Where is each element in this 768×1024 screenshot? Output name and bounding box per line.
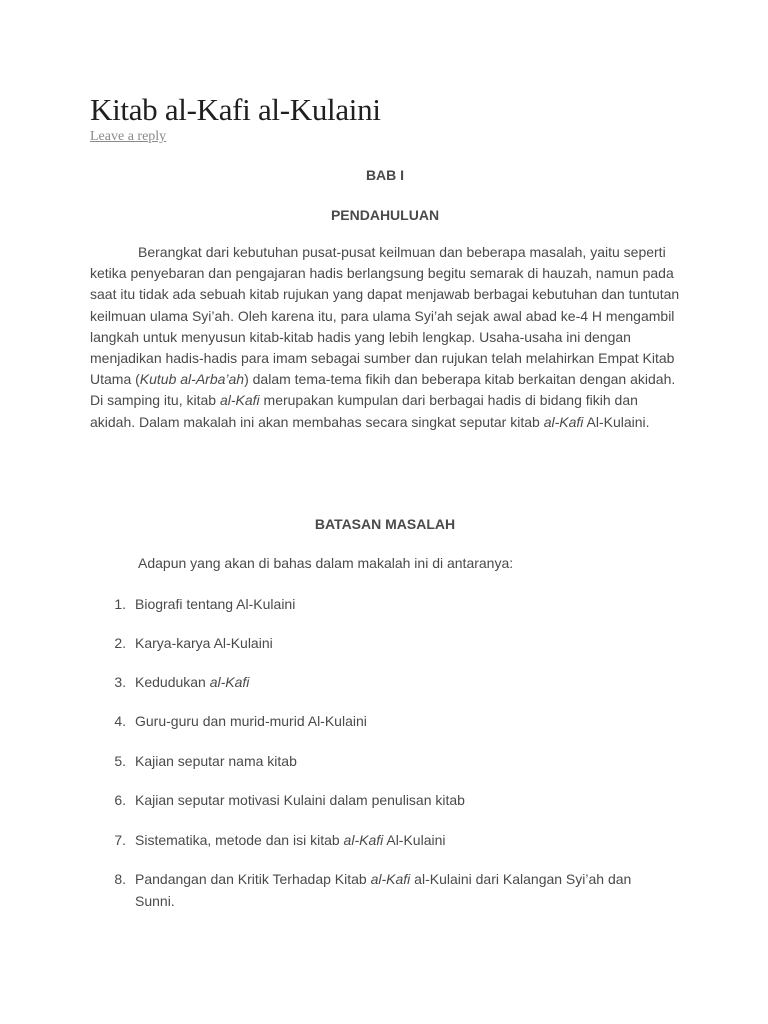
scope-intro: Adapun yang akan di bahas dalam makalah ini di antaranya: — [138, 555, 514, 571]
paragraph-text-4: Al-Kulaini. — [583, 413, 650, 430]
list-item-text: Karya-karya Al-Kulaini — [135, 635, 273, 651]
paragraph-italic-2: al-Kafi — [219, 392, 260, 409]
list-item-text: Kajian seputar nama kitab — [135, 753, 297, 769]
intro-paragraph — [90, 242, 680, 433]
list-item-italic: al-Kafi — [209, 674, 250, 690]
page-title: Kitab al-Kafi al-Kulaini — [90, 92, 381, 127]
list-item-number: 2. — [114, 635, 126, 651]
intro-heading: PENDAHULUAN — [330, 207, 440, 223]
paragraph-text-2: ) dalam tema-tema fikih dan beberapa kitab berkaitan dengan akidah. Di samping itu, kitab — [90, 371, 676, 409]
paragraph-text-3: merupakan kumpulan dari berbagai hadis di bidang fikih dan akidah. Dalam makalah ini akan membahas secara singkat seputar kitab — [90, 392, 638, 430]
list-item-text: Biografi tentang Al-Kulaini — [135, 596, 296, 612]
list-item-number: 3. — [114, 674, 126, 690]
list-item-text-after: al-Kulaini dari Kalangan Syi’ah dan Sunni. — [135, 871, 632, 909]
paragraph-italic-3: al-Kafi — [543, 413, 584, 430]
list-item-text-after: Al-Kulaini — [383, 832, 446, 848]
list-item-number: 4. — [114, 713, 126, 729]
scope-heading: BATASAN MASALAH — [314, 516, 456, 532]
list-item-text: Sistematika, metode dan isi kitab — [135, 832, 344, 848]
list-item-italic: al-Kafi — [343, 832, 384, 848]
leave-reply-link[interactable]: Leave a reply — [90, 129, 167, 144]
list-item-italic: al-Kafi — [370, 871, 411, 887]
list-item-text: Pandangan dan Kritik Terhadap Kitab — [135, 871, 371, 887]
list-item-text: Kajian seputar motivasi Kulaini dalam penulisan kitab — [135, 792, 465, 808]
list-item-number: 7. — [114, 832, 126, 848]
list-item-number: 5. — [114, 753, 126, 769]
list-item-number: 6. — [114, 792, 126, 808]
list-item-text: Kedudukan — [135, 674, 210, 690]
paragraph-text-1: Berangkat dari kebutuhan pusat-pusat keilmuan dan beberapa masalah, yaitu seperti ketika penyebaran dan pengajaran hadis berlangsung begitu semarak di hauzah, namun pada saat itu tidak ada sebuah kitab rujukan yang dapat menjawab berbagai kebutuhan dan tuntutan keilmuan ulama Syi’ah. Oleh karena itu, para ulama Syi’ah sejak awal abad ke-4 H mengambil langkah untuk menyusun kitab-kitab hadis yang lebih lengkap. Usaha-usaha ini dengan menjadikan hadis-hadis para imam sebagai sumber dan rujukan telah melahirkan Empat Kitab Utama ( — [90, 244, 680, 388]
list-item-number: 1. — [114, 596, 126, 612]
paragraph-italic-1: Kutub al-Arba’ah — [139, 371, 245, 388]
list-item-number: 8. — [114, 871, 126, 887]
chapter-heading: BAB I — [365, 167, 405, 183]
list-item-text: Guru-guru dan murid-murid Al-Kulaini — [135, 713, 367, 729]
